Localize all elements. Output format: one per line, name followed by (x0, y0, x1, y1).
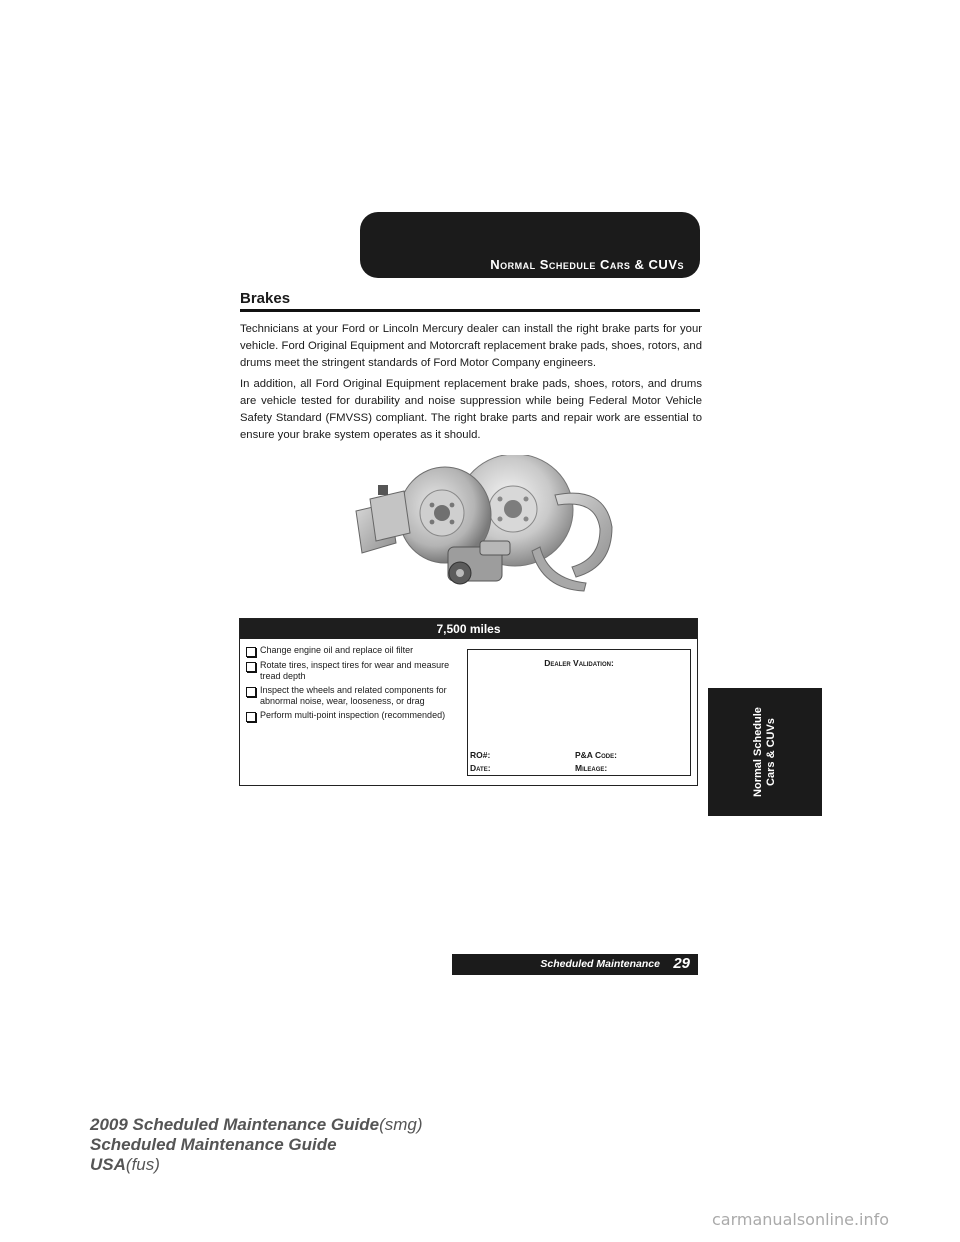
task-label: Inspect the wheels and related components for abnormal noise, wear, looseness, or drag (260, 685, 447, 706)
task-label: Rotate tires, inspect tires for wear and measure tread depth (260, 660, 450, 681)
mileage-label: Mileage: (575, 763, 608, 773)
checkbox[interactable] (246, 712, 256, 722)
document-meta-line-2: Scheduled Maintenance Guide (90, 1135, 337, 1154)
checkbox[interactable] (246, 687, 256, 697)
mileage-checklist-box (239, 618, 698, 786)
meta-market-code: (fus) (125, 1155, 160, 1174)
ro-number-label: RO#: (470, 750, 491, 760)
checkbox[interactable] (246, 662, 256, 672)
mileage-title: 7,500 miles (240, 619, 697, 639)
list-item (246, 645, 452, 657)
list-item (246, 685, 452, 707)
meta-market: USA (90, 1155, 126, 1174)
brake-pads (356, 485, 410, 553)
document-meta-line-1 (90, 1115, 423, 1135)
date-label: Date: (470, 763, 491, 773)
validation-title: Dealer Validation: (544, 658, 614, 668)
body-paragraph-1: Technicians at your Ford or Lincoln Mercury dealer can install the right brake parts for your vehicle. Ford Original Equipment and Motorcraft replacement brake pads, shoes, rotors, and drums meet the stringent standards of Ford Motor Company engineers. (240, 323, 702, 369)
footer-bar (452, 954, 698, 975)
meta-guide-title: 2009 Scheduled Maintenance Guide (90, 1115, 380, 1134)
header-tab (360, 212, 700, 278)
body-paragraph-2: In addition, all Ford Original Equipment replacement brake pads, shoes, rotors, and drums are vehicle tested for durability and noise suppression while being Federal Motor Vehicle Safety Standard (FMVSS) compliant. The right brake parts and repair work are essential to ensure your brake system operates as it should. (240, 378, 702, 441)
task-list (246, 645, 452, 725)
footer-label: Scheduled Maintenance (540, 958, 660, 970)
header-title: Normal Schedule Cars & CUVs (490, 257, 684, 272)
dealer-validation-box (467, 649, 691, 776)
section-side-tab (708, 688, 822, 816)
checkbox[interactable] (246, 647, 256, 657)
brake-caliper (448, 541, 510, 584)
watermark: carmanualsonline.info (712, 1210, 890, 1229)
page-number: 29 (673, 955, 690, 972)
task-label: Change engine oil and replace oil filter (260, 645, 414, 655)
task-label: Perform multi-point inspection (recommended) (260, 710, 446, 720)
brake-parts-icon (350, 455, 630, 605)
list-item (246, 660, 452, 682)
side-tab-line-1: Normal Schedule (752, 707, 764, 797)
side-tab-line-2: Cars & CUVs (765, 718, 777, 786)
pa-code-label: P&A Code: (575, 750, 617, 760)
meta-guide-code: (smg) (379, 1115, 423, 1134)
side-tab-label (752, 687, 778, 817)
title-divider (240, 309, 700, 312)
document-meta-line-3 (90, 1155, 160, 1175)
list-item (246, 710, 452, 722)
section-title: Brakes (240, 290, 291, 307)
